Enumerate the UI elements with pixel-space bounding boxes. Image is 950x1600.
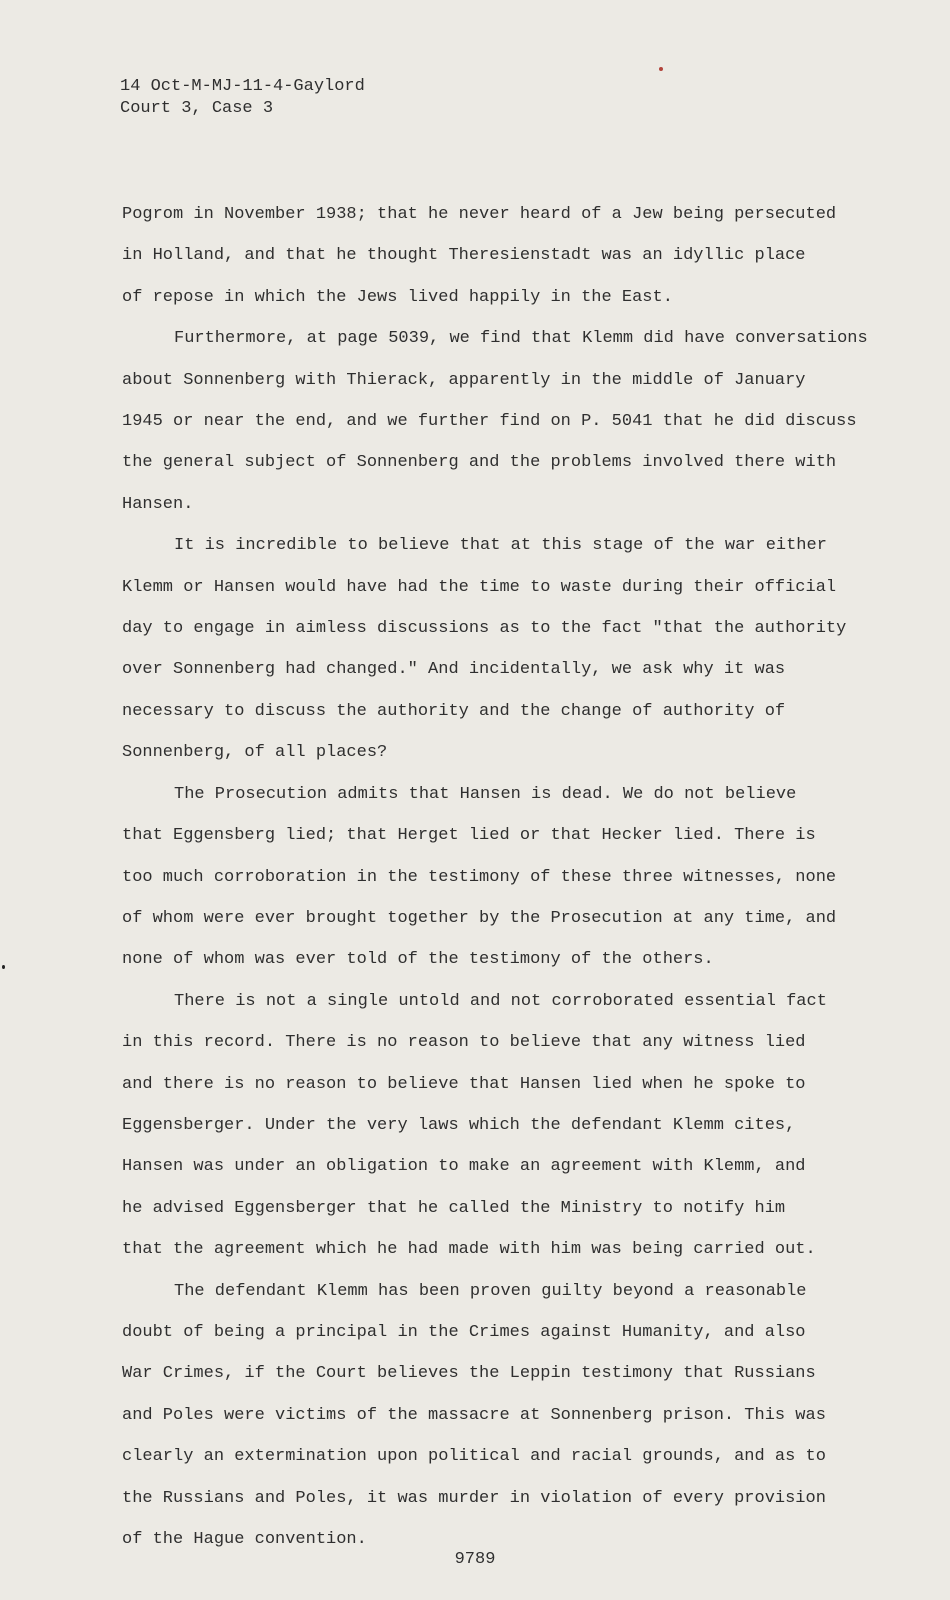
text-line: The Prosecution admits that Hansen is dead. We do not believe — [174, 784, 797, 804]
text-line: that the agreement which he had made with him was being carried out. — [122, 1240, 816, 1260]
scan-speck — [2, 965, 5, 969]
text-line: There is not a single untold and not corroborated essential fact — [174, 991, 827, 1011]
text-line: about Sonnenberg with Thierack, apparently in the middle of January — [122, 370, 806, 390]
text-line: Hansen was under an obligation to make an agreement with Klemm, and — [122, 1157, 806, 1177]
text-line: of whom were ever brought together by the Prosecution at any time, and — [122, 908, 837, 928]
text-line: too much corroboration in the testimony of these three witnesses, none — [122, 867, 837, 887]
text-line: day to engage in aimless discussions as to the fact "that the authority — [122, 619, 847, 639]
text-line: over Sonnenberg had changed." And incidentally, we ask why it was — [122, 660, 786, 680]
page-number: 9789 — [454, 1550, 496, 1569]
text-line: in this record. There is no reason to believe that any witness lied — [122, 1033, 806, 1053]
text-line: clearly an extermination upon political and racial grounds, and as to — [122, 1447, 826, 1467]
text-line: doubt of being a principal in the Crimes against Humanity, and also — [122, 1322, 806, 1342]
text-line: of repose in which the Jews lived happily in the East. — [122, 287, 673, 307]
document-body — [122, 194, 868, 1560]
paragraph — [122, 981, 862, 1271]
text-line: Hansen. — [122, 494, 194, 514]
text-line: the general subject of Sonnenberg and the problems involved there with — [122, 453, 837, 473]
text-line: necessary to discuss the authority and the change of authority of — [122, 701, 786, 721]
text-line: Pogrom in November 1938; that he never heard of a Jew being persecuted — [122, 205, 837, 224]
text-line: It is incredible to believe that at this stage of the war either — [174, 536, 827, 556]
paragraph — [122, 1271, 862, 1561]
paragraph — [122, 525, 862, 773]
text-line: in Holland, and that he thought Theresienstadt was an idyllic place — [122, 246, 806, 266]
text-line: War Crimes, if the Court believes the Leppin testimony that Russians — [122, 1364, 816, 1384]
ink-mark — [659, 67, 663, 71]
text-line: the Russians and Poles, it was murder in violation of every provision — [122, 1488, 826, 1508]
text-line: of the Hague convention. — [122, 1530, 367, 1549]
header-reference: 14 Oct-M-MJ-11-4-Gaylord — [120, 77, 365, 96]
text-line: Eggensberger. Under the very laws which the defendant Klemm cites, — [122, 1115, 796, 1135]
paragraph — [122, 194, 862, 318]
text-line: 1945 or near the end, and we further find on P. 5041 that he did discuss — [122, 412, 857, 432]
paragraph — [122, 318, 868, 525]
text-line: none of whom was ever told of the testimony of the others. — [122, 950, 714, 970]
document-header — [120, 76, 365, 120]
text-line: Sonnenberg, of all places? — [122, 743, 388, 763]
text-line: Klemm or Hansen would have had the time to waste during their official — [122, 577, 837, 597]
text-line: Furthermore, at page 5039, we find that Klemm did have conversations — [174, 329, 868, 349]
text-line: The defendant Klemm has been proven guilty beyond a reasonable — [174, 1281, 807, 1301]
header-court-case: Court 3, Case 3 — [120, 99, 274, 118]
text-line: and Poles were victims of the massacre at Sonnenberg prison. This was — [122, 1405, 826, 1425]
text-line: he advised Eggensberger that he called the Ministry to notify him — [122, 1198, 786, 1218]
text-line: that Eggensberg lied; that Herget lied or that Hecker lied. There is — [122, 826, 816, 846]
paragraph — [122, 774, 862, 981]
text-line: and there is no reason to believe that Hansen lied when he spoke to — [122, 1074, 806, 1094]
